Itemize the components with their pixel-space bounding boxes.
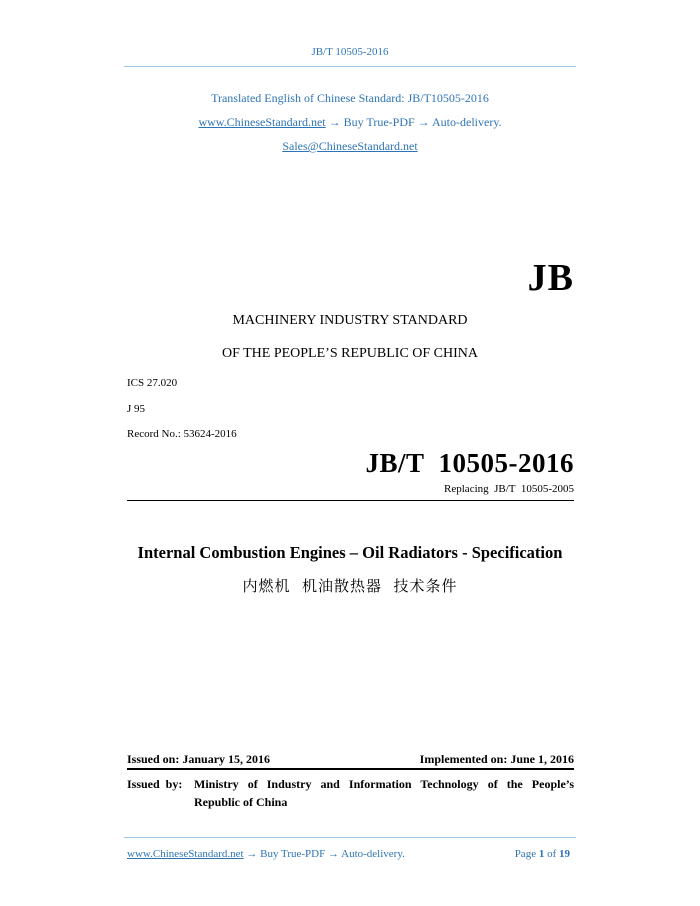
dates-rule [127,768,574,770]
issuer-text: Ministry of Industry and Information Technology of the People’s Republic of China [194,777,574,809]
page-total: 19 [559,848,570,860]
page-number: 1 [538,848,545,860]
footer-site-link[interactable]: www.ChineseStandard.net [127,848,244,860]
jb-logo: JB [527,257,574,299]
footer-delivery-text: Auto-delivery. [341,848,405,860]
standard-type-line2: OF THE PEOPLE’S REPUBLIC OF CHINA [221,346,479,361]
auto-delivery-text: Auto-delivery. [432,115,502,129]
divider-rule [127,500,574,501]
page-indicator [515,848,570,860]
translation-title: Translated English of Chinese Standard: JB/T10505-2016 [211,91,489,105]
document-title-cn: 内燃机 机油散热器 技术条件 [242,577,458,595]
document-title-en: Internal Combustion Engines – Oil Radiators - Specification [137,543,563,562]
page-word: Page [514,848,537,860]
arrow-right-icon: → [328,115,341,129]
buy-pdf-text: Buy True-PDF [343,115,415,129]
translation-links [0,115,700,130]
ics-code: ICS 27.020 [127,377,178,389]
footer-rule [124,837,576,838]
issuer-label: Issued by: [127,777,183,791]
replacing-standard: Replacing JB/T 10505-2005 [444,483,574,495]
standard-type-line1: MACHINERY INDUSTRY STANDARD [232,313,468,328]
ccs-code: J 95 [127,403,146,415]
header-rule [124,66,576,67]
header-standard-code: JB/T 10505-2016 [311,46,389,58]
footer-buy-text: Buy True-PDF [260,848,326,860]
footer-links [127,848,405,860]
arrow-right-icon: → [417,115,430,129]
standard-number: JB/T 10505-2016 [365,448,574,478]
email-link[interactable]: Sales@ChineseStandard.net [282,139,418,153]
implemented-date: Implemented on: June 1, 2016 [419,752,574,766]
of-word: of [547,848,557,860]
record-number: Record No.: 53624-2016 [127,428,237,440]
arrow-right-icon: → [327,848,339,860]
site-link[interactable]: www.ChineseStandard.net [198,115,326,129]
email-row [0,139,700,154]
arrow-right-icon: → [246,848,258,860]
issued-date: Issued on: January 15, 2016 [127,752,271,766]
